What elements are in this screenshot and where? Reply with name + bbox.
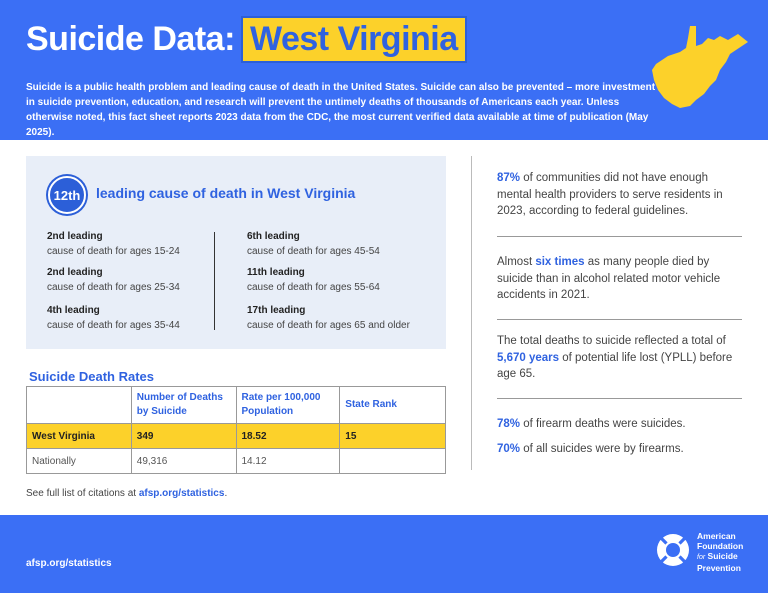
table-cell [340, 449, 446, 474]
leading-item-subtitle: cause of death for ages 55-64 [247, 282, 380, 293]
stat-block [497, 170, 743, 220]
table-cell: West Virginia [27, 424, 132, 449]
ranking-divider [214, 232, 215, 330]
stat-block [497, 441, 743, 458]
table-header-cell: State Rank [340, 387, 446, 424]
stat-block [497, 254, 743, 304]
life-ring-icon [655, 532, 691, 568]
rank-text: leading cause of death in West Virginia [96, 185, 356, 201]
logo-line: for [697, 554, 706, 561]
leading-item-subtitle: cause of death for ages 25-34 [47, 282, 180, 293]
stat-text: of potential life lost (YPLL) before age 65. [497, 351, 733, 380]
table-cell: Nationally [27, 449, 132, 474]
leading-item-title: 6th leading [247, 231, 300, 242]
rates-title: Suicide Death Rates [29, 369, 154, 384]
leading-item [47, 303, 180, 333]
stat-text: Almost [497, 256, 536, 268]
leading-item-subtitle: cause of death for ages 65 and older [247, 320, 410, 331]
west-virginia-map-icon [650, 24, 760, 116]
leading-item [247, 229, 380, 259]
citation-prefix: See full list of citations at [26, 488, 139, 499]
logo-line: American [697, 531, 736, 541]
column-divider [471, 156, 472, 470]
stat-highlight: six times [535, 256, 585, 268]
table-cell: 15 [340, 424, 446, 449]
citation-note [26, 488, 227, 499]
stat-divider [497, 236, 742, 237]
leading-item-title: 2nd leading [47, 267, 103, 278]
stat-block [497, 416, 743, 433]
citation-link[interactable]: afsp.org/statistics [138, 488, 225, 499]
stat-highlight: 70% [497, 443, 521, 455]
leading-item [47, 229, 180, 259]
leading-item [247, 303, 410, 333]
stat-highlight: 87% [497, 172, 521, 184]
footer-banner [0, 515, 768, 593]
stat-highlight: 78% [497, 418, 521, 430]
stat-text: of firearm deaths were suicides. [520, 418, 686, 430]
table-header-cell: Number of Deaths by Suicide [131, 387, 236, 424]
table-cell: 49,316 [131, 449, 236, 474]
table-cell: 14.12 [236, 449, 340, 474]
rank-badge: 12th [48, 176, 86, 214]
table-header-row [27, 387, 446, 424]
table-header-cell: Rate per 100,000 Population [236, 387, 340, 424]
leading-item-title: 4th leading [47, 305, 100, 316]
logo-line: Prevention [697, 563, 741, 573]
page-title: Suicide Data: [26, 20, 235, 58]
leading-item [47, 265, 180, 295]
stat-divider [497, 319, 742, 320]
table-cell: 18.52 [236, 424, 340, 449]
table-row [27, 424, 446, 449]
stat-divider [497, 398, 742, 399]
leading-item-subtitle: cause of death for ages 15-24 [47, 246, 180, 257]
afsp-logo-text [697, 531, 743, 573]
leading-item [247, 265, 380, 295]
rates-table [26, 386, 446, 474]
citation-suffix: . [224, 488, 228, 499]
logo-line: Foundation [697, 541, 744, 551]
stat-block [497, 333, 743, 383]
leading-item-subtitle: cause of death for ages 45-54 [247, 246, 380, 257]
leading-item-title: 17th leading [247, 305, 306, 316]
intro-paragraph: Suicide is a public health problem and leading cause of death in the United States. Suicide can also be prevented – more investment in suicide prevention, education, and research will prevent the untimely deaths of thousands of Americans each year. Unless otherwise noted, this fact sheet reports 2023 data from the CDC, the most current verified data available at time of publication (May 2025). [26, 82, 656, 138]
leading-item-subtitle: cause of death for ages 35-44 [47, 320, 180, 331]
leading-item-title: 11th leading [247, 267, 305, 278]
leading-item-title: 2nd leading [47, 231, 103, 242]
stat-text: as many people died by suicide than in alcohol related motor vehicle accidents in 2021. [497, 256, 721, 301]
table-header-cell [27, 387, 132, 424]
logo-line: Suicide [707, 551, 738, 561]
stat-text: of communities did not have enough mental health providers to serve residents in 2023, according to federal guidelines. [497, 172, 723, 217]
table-cell: 349 [131, 424, 236, 449]
stat-text: of all suicides were by firearms. [520, 443, 684, 455]
state-name: West Virginia [250, 20, 458, 58]
table-row [27, 449, 446, 474]
stat-highlight: 5,670 years [497, 351, 560, 364]
footer-url[interactable]: afsp.org/statistics [26, 558, 112, 569]
stat-text: The total deaths to suicide reflected a total of [497, 335, 726, 347]
logo-line-for [697, 551, 743, 563]
